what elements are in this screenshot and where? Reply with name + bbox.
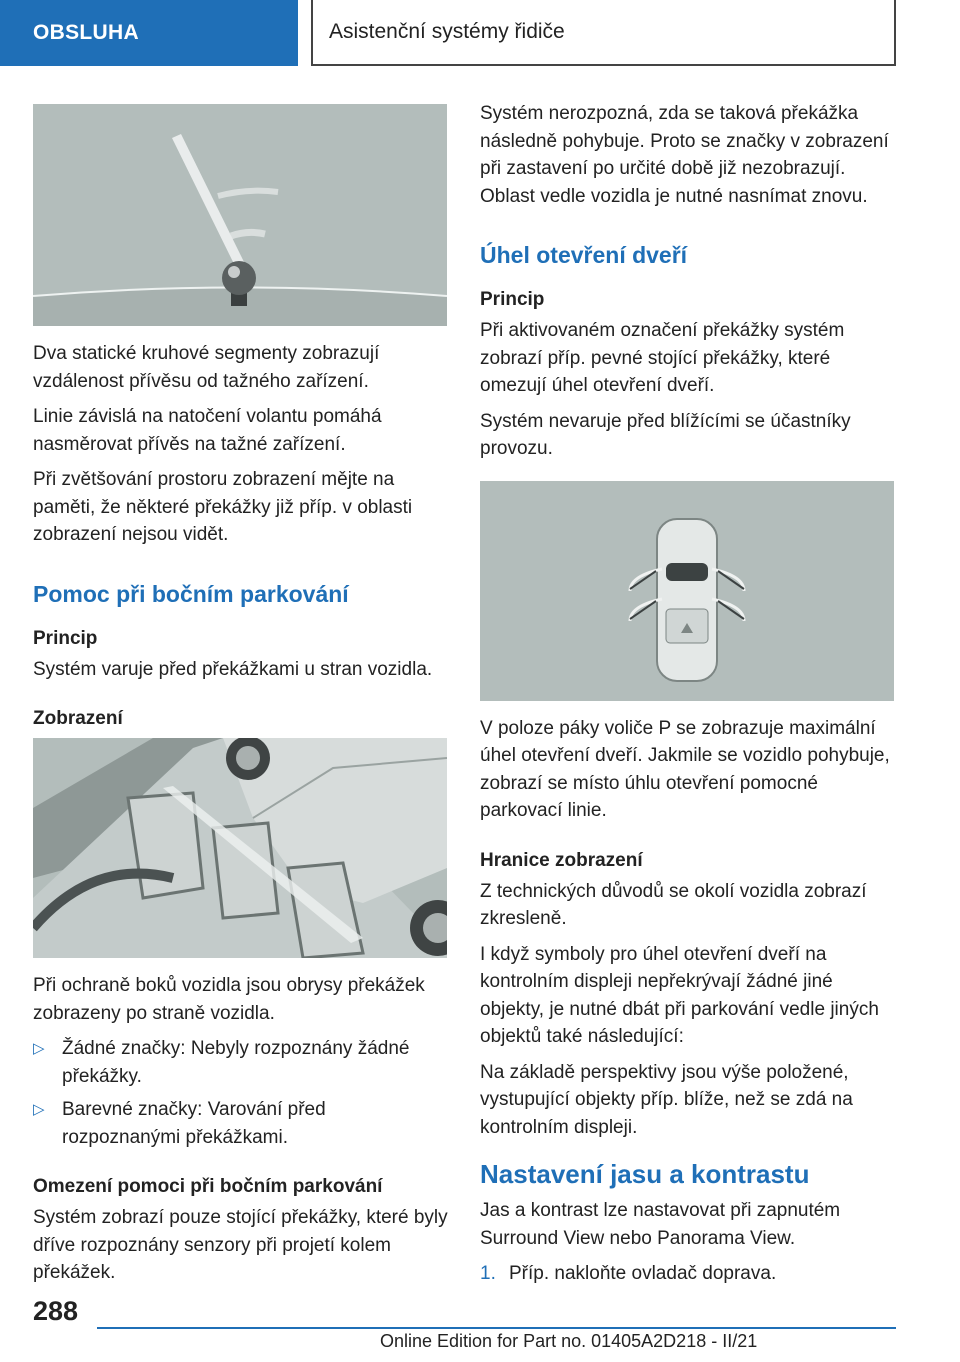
subheading-zobrazeni: Zobrazení (33, 708, 123, 729)
side-parking-illustration (33, 738, 447, 958)
step-number: 1. (480, 1263, 496, 1284)
footer-divider (97, 1327, 896, 1329)
subheading-princip: Princip (33, 627, 98, 649)
triangle-bullet-icon: ▷ (33, 1040, 45, 1057)
left-column (33, 104, 449, 1295)
paragraph: Linie závislá na natočení volantu pomáhá nasměrovat přívěs na tažné zařízení. (33, 406, 382, 455)
paragraph: Při aktivovaném označení překážky systém zobrazí příp. pevné stojící překážky, které omezují úhel otevření dveří. (480, 320, 845, 396)
paragraph: Při zvětšování prostoru zobrazení mějte na paměti, že některé překážky již příp. v oblasti zobrazení nejsou vidět. (33, 469, 413, 545)
steps-list (480, 1260, 896, 1288)
footer-edition: Online Edition for Part no. 01405A2D218 - II/21 (380, 1331, 758, 1351)
list-item (33, 1035, 449, 1090)
paragraph: Dva statické kruhové segmenty zobrazují vzdálenost přívěsu od tažného zařízení. (33, 343, 380, 392)
paragraph: Z technických důvodů se okolí vozidla zobrazí zkresleně. (480, 880, 867, 929)
paragraph: Při ochraně boků vozidla jsou obrysy překážek zobrazeny po straně vozidla. (33, 975, 425, 1024)
paragraph: Systém nerozpozná, zda se taková překážka následně pohybuje. Proto se značky v zobrazení při zastavení po určité době již nezobrazují. Oblast vedle vozidla je nutné nasnímat znovu. (480, 103, 889, 207)
chapter-title: Asistenční systémy řidiče (311, 0, 896, 66)
list-item (33, 1096, 449, 1151)
paragraph: I když symboly pro úhel otevření dveří na kontrolním displeji nepřekrývají žádné jiné objekty, je nutné dbát při parkování vedle jiných objektů také následující: (480, 943, 879, 1047)
paragraph: Jas a kontrast lze nastavovat při zapnutém Surround View nebo Panorama View. (480, 1200, 841, 1249)
bullet-list (33, 1035, 449, 1151)
section-heading-brightness: Nastavení jasu a kontrastu (480, 1159, 810, 1189)
triangle-bullet-icon: ▷ (33, 1101, 45, 1118)
step-item (480, 1260, 896, 1288)
step-text: Příp. nakloňte ovladač doprava. (509, 1263, 777, 1284)
list-item-text: Žádné značky: Nebyly rozpoznány žádné překážky. (62, 1038, 410, 1087)
section-tab: OBSLUHA (0, 0, 298, 66)
trailer-hitch-illustration (33, 104, 447, 326)
paragraph: V poloze páky voliče P se zobrazuje maximální úhel otevření dveří. Jakmile se vozidlo pohybuje, zobrazí se místo úhlu otevření pomocné parkovací linie. (480, 717, 890, 821)
paragraph: Systém nevaruje před blížícími se účastníky provozu. (480, 410, 851, 459)
door-angle-illustration (480, 481, 894, 701)
paragraph: Systém varuje před překážkami u stran vozidla. (33, 658, 433, 680)
subheading-omezeni: Omezení pomoci při bočním parkování (33, 1176, 383, 1197)
section-heading-side-parking: Pomoc při bočním parkování (33, 580, 349, 607)
section-heading-door-angle: Úhel otevření dveří (480, 242, 688, 268)
list-item-text: Barevné značky: Varování před rozpoznanými překážkami. (62, 1099, 326, 1148)
page-number: 288 (33, 1296, 79, 1326)
right-column (480, 100, 896, 1288)
subheading-hranice: Hranice zobrazení (480, 849, 643, 871)
paragraph: Systém zobrazí pouze stojící překážky, které byly dříve rozpoznány senzory při projetí kolem překážek. (33, 1207, 448, 1283)
subheading-princip: Princip (480, 289, 545, 310)
paragraph: Na základě perspektivy jsou výše položené, vystupující objekty příp. blíže, než se zdá na kontrolním displeji. (480, 1061, 853, 1138)
